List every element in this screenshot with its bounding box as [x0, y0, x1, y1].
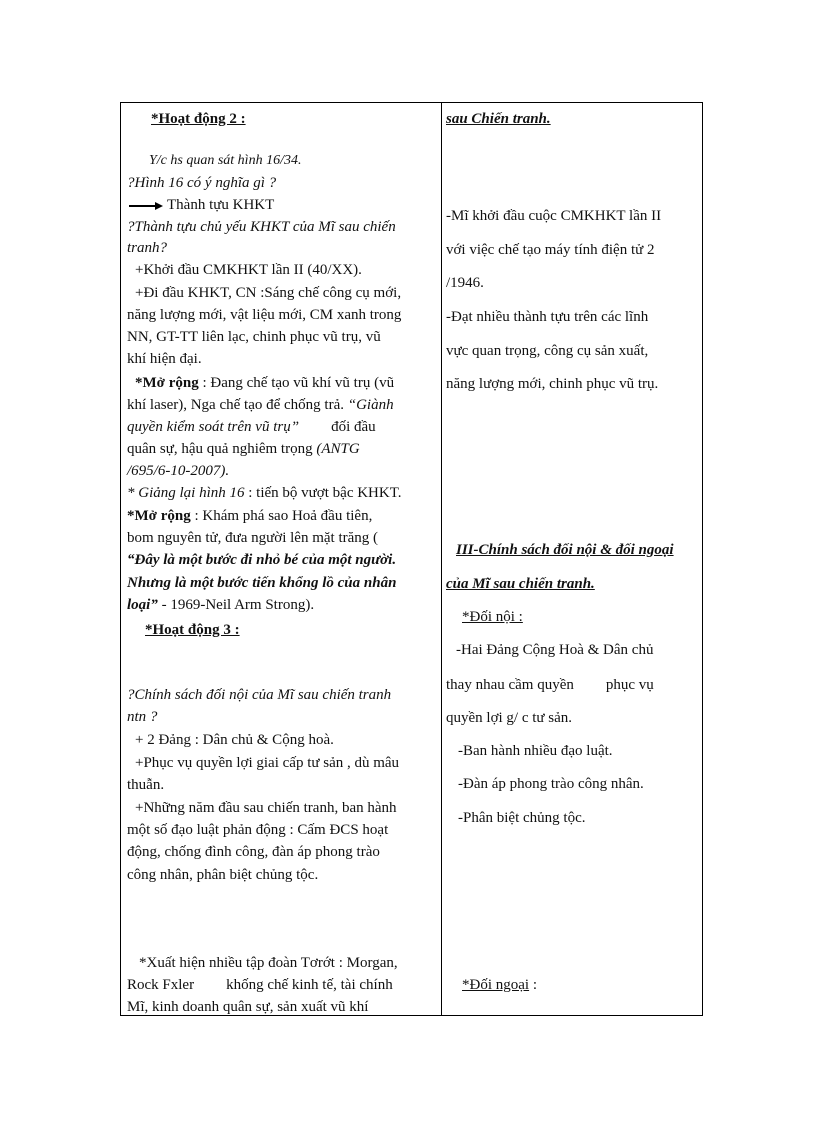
right-line-3: /1946.	[446, 275, 484, 291]
quote-line-2: Nhưng là một bước tiến khổng lồ của nhân	[127, 575, 397, 591]
line-9: NN, GT-TT liên lạc, chinh phục vũ trụ, vũ	[127, 329, 381, 345]
right-line-10: -Hai Đảng Cộng Hoà & Dân chủ	[456, 642, 654, 658]
quote-source: - 1969-Neil Arm Strong).	[157, 597, 315, 613]
arrow-right-icon	[129, 201, 163, 211]
line-16-a: * Giảng lại hình 16	[127, 485, 245, 501]
expand-label-2: *Mở rộng	[127, 508, 191, 524]
right-line-11	[446, 675, 654, 695]
question-2: ?Thành tựu chủ yếu KHKT của Mĩ sau chiến	[127, 219, 396, 235]
right-line-12: quyền lợi g/ c tư sản.	[446, 710, 573, 726]
line-14	[127, 439, 360, 459]
line-12	[127, 395, 394, 415]
line-30: công nhân, phân biệt chủng tộc.	[127, 867, 319, 883]
expand-text: : Đang chế tạo vũ khí vũ trụ (vũ	[198, 375, 395, 391]
line-32-a: Rock Fxler	[127, 977, 195, 993]
line-11	[135, 373, 394, 393]
right-line-11-b: phục vụ	[605, 677, 654, 693]
line-32	[127, 975, 393, 995]
right-line-4: -Đạt nhiều thành tựu trên các lĩnh	[446, 309, 649, 325]
line-16	[127, 483, 402, 503]
left-column	[121, 103, 441, 1015]
line-12-a: khí laser), Nga chế tạo để chống trả.	[127, 397, 348, 413]
quote-end: loại”	[127, 597, 158, 613]
right-line-1: -Mĩ khởi đầu cuộc CMKHKT lần II	[446, 208, 662, 224]
line-24: + 2 Đảng : Dân chủ & Cộng hoà.	[135, 732, 334, 748]
line-17	[127, 506, 372, 526]
right-line-14: -Đàn áp phong trào công nhân.	[458, 776, 644, 792]
quote-line-1: “Đây là một bước đi nhỏ bé của một người.	[127, 552, 397, 568]
right-line-13: -Ban hành nhiều đạo luật.	[458, 743, 613, 759]
line-8: năng lượng mới, vật liệu mới, CM xanh trong	[127, 307, 402, 323]
right-line-5: vực quan trọng, công cụ sản xuất,	[446, 343, 649, 359]
war-end-heading: sau Chiến tranh.	[446, 111, 551, 127]
line-6: +Khởi đầu CMKHKT lần II (40/XX).	[135, 262, 362, 278]
line-14-a: quân sự, hậu quả nghiêm trọng	[127, 441, 317, 457]
line-1: Y/c hs quan sát hình 16/34.	[149, 153, 302, 168]
section-iii-heading-cont: của Mĩ sau chiến tranh.	[446, 576, 595, 592]
line-7: +Đi đầu KHKT, CN :Sáng chế công cụ mới,	[135, 285, 402, 301]
foreign-label-line	[462, 975, 537, 995]
line-13	[127, 417, 376, 437]
right-line-11-a: thay nhau cầm quyền	[446, 677, 574, 693]
right-line-15: -Phân biệt chủng tộc.	[458, 810, 586, 826]
expand-text-2: : Khám phá sao Hoả đầu tiên,	[190, 508, 373, 524]
line-25: +Phục vụ quyền lợi giai cấp tư sản , dù mâu	[135, 755, 400, 771]
foreign-colon: :	[529, 977, 537, 993]
question-2-cont: tranh?	[127, 240, 168, 256]
line-27: +Những năm đầu sau chiến tranh, ban hành	[135, 800, 397, 816]
line-16-b: : tiến bộ vượt bậc KHKT.	[244, 485, 402, 501]
line-13-a: quyền kiểm soát trên vũ trụ”	[127, 419, 300, 435]
line-28: một số đạo luật phản động : Cấm ĐCS hoạt	[127, 822, 389, 838]
line-10: khí hiện đại.	[127, 351, 202, 367]
foreign-label: *Đối ngoại	[462, 977, 530, 993]
section-iii-heading: III-Chính sách đối nội & đối ngoại	[456, 542, 674, 558]
question-3: ?Chính sách đối nội của Mĩ sau chiến tranh	[127, 687, 392, 703]
domestic-label: *Đối nội :	[462, 609, 523, 625]
expand-label: *Mở rộng	[135, 375, 199, 391]
line-15: /695/6-10-2007).	[127, 463, 230, 479]
question-3-cont: ntn ?	[127, 709, 158, 725]
line-29: động, chống đình công, đàn áp phong trào	[127, 844, 380, 860]
line-14-b: (ANTG	[316, 441, 360, 457]
activity-2-title: *Hoạt động 2 :	[151, 111, 246, 127]
activity-3-title: *Hoạt động 3 :	[145, 622, 240, 638]
question-1: ?Hình 16 có ý nghĩa gì ?	[127, 175, 277, 191]
line-26: thuẫn.	[127, 777, 165, 793]
lesson-table	[120, 102, 703, 1016]
line-12-b: “Giành	[347, 397, 394, 413]
line-18: bom nguyên tử, đưa người lên mặt trăng (	[127, 530, 379, 546]
line-13-b: đối đầu	[331, 419, 376, 435]
line-32-b: khống chế kinh tế, tài chính	[226, 977, 393, 993]
achievement-label: Thành tựu KHKT	[167, 197, 275, 213]
line-3	[129, 195, 274, 215]
line-21	[127, 595, 314, 615]
right-line-6: năng lượng mới, chinh phục vũ trụ.	[446, 376, 659, 392]
right-column	[442, 103, 702, 1015]
line-31: *Xuất hiện nhiều tập đoàn Tơrớt : Morgan,	[139, 955, 398, 971]
line-33: Mĩ, kinh doanh quân sự, sản xuất vũ khí	[127, 999, 369, 1015]
right-line-2: với việc chế tạo máy tính điện tử 2	[446, 242, 655, 258]
